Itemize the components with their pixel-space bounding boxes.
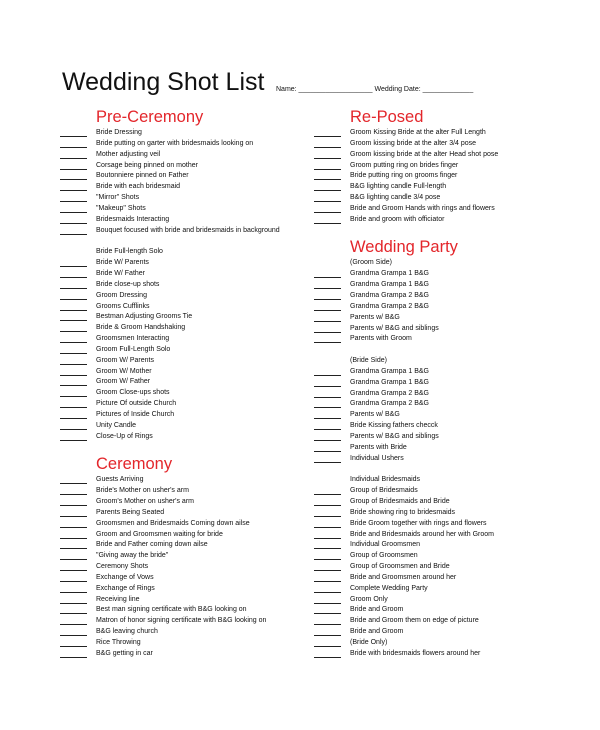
item-label: Bride and Groom Hands with rings and flowers xyxy=(350,204,495,212)
checkbox-line[interactable] xyxy=(314,592,341,593)
item-label: Parents w/ B&G xyxy=(350,411,400,419)
checklist-item xyxy=(60,421,330,432)
checklist-item xyxy=(314,302,584,313)
item-label: Bride Dressing xyxy=(96,129,142,136)
item-label: Parents w/ B&G xyxy=(350,313,400,321)
item-label: Groom Full-Length Solo xyxy=(96,345,171,353)
checkbox-line[interactable] xyxy=(60,331,87,332)
checkbox-line[interactable] xyxy=(60,657,87,658)
checklist-item xyxy=(314,291,584,302)
item-label: Complete Wedding Party xyxy=(350,584,428,592)
checklist-item xyxy=(314,389,584,400)
checkbox-line[interactable] xyxy=(314,451,341,452)
checklist-item xyxy=(60,595,330,606)
item-label: Exchange of Rings xyxy=(96,584,155,592)
checkbox-line[interactable] xyxy=(60,179,87,180)
item-label: Grooms Cufflinks xyxy=(96,302,150,310)
item-label: Bride and groom with officiator xyxy=(350,215,445,223)
checkbox-line[interactable] xyxy=(314,190,341,191)
item-label: Individual Bridesmaids xyxy=(350,476,421,484)
item-label: Bride and Bridesmaids around her with Groom xyxy=(350,530,494,538)
item-label: B&G getting in car xyxy=(96,649,153,657)
item-label: Guests Arriving xyxy=(96,476,144,484)
checklist-item xyxy=(314,443,584,454)
checklist-item xyxy=(314,421,584,432)
checklist-item xyxy=(60,280,330,291)
item-label: "Mirror" Shots xyxy=(96,194,140,202)
checkbox-line[interactable] xyxy=(314,613,341,614)
item-label: Rice Throwing xyxy=(96,638,141,646)
checkbox-line[interactable] xyxy=(314,538,341,539)
checklist-item xyxy=(314,215,584,226)
checkbox-line[interactable] xyxy=(314,624,341,625)
item-label: Bride with each bridesmaid xyxy=(96,183,181,191)
item-label: Grandma Grampa 1 B&G xyxy=(350,270,429,278)
item-label: "Giving away the bride" xyxy=(96,552,169,560)
subheading xyxy=(314,258,584,269)
checkbox-line[interactable] xyxy=(60,581,87,582)
checkbox-line[interactable] xyxy=(314,288,341,289)
item-label: Groom Only xyxy=(350,595,388,603)
item-label: Grandma Grampa 2 B&G xyxy=(350,291,429,299)
checklist-item xyxy=(314,128,584,139)
checklist-item xyxy=(60,497,330,508)
checkbox-line[interactable] xyxy=(60,592,87,593)
checkbox-line[interactable] xyxy=(60,570,87,571)
section-heading-wedding-party: Wedding Party xyxy=(350,238,458,257)
item-label: Group of Groomsmen xyxy=(350,552,418,560)
item-label: Bride and Groomsmen around her xyxy=(350,573,457,581)
checklist-item xyxy=(60,204,330,215)
checklist-item xyxy=(314,313,584,324)
checkbox-line[interactable] xyxy=(60,538,87,539)
item-label: Individual Ushers xyxy=(350,454,404,462)
checkbox-line[interactable] xyxy=(60,299,87,300)
checklist-item xyxy=(60,562,330,573)
checklist-item xyxy=(60,605,330,616)
checkbox-line[interactable] xyxy=(314,201,341,202)
checkbox-line[interactable] xyxy=(60,548,87,549)
checkbox-line[interactable] xyxy=(60,603,87,604)
item-label: Bride with bridesmaids flowers around her xyxy=(350,649,481,657)
checklist-item xyxy=(60,638,330,649)
item-label: Bride & Groom Handshaking xyxy=(96,324,186,332)
checklist-item xyxy=(60,302,330,313)
item-label: Bride putting on garter with bridesmaids looking on xyxy=(96,139,254,147)
item-label: Groomsmen Interacting xyxy=(96,335,170,343)
checklist-item xyxy=(314,432,584,443)
spacer xyxy=(314,464,584,475)
checklist-item xyxy=(314,584,584,595)
checkbox-line[interactable] xyxy=(60,169,87,170)
left-column xyxy=(60,106,330,660)
item-label: B&G lighting candle Full-length xyxy=(350,183,447,191)
item-label: Grandma Grampa 1 B&G xyxy=(350,367,429,375)
checklist-item xyxy=(60,345,330,356)
checklist-item xyxy=(314,410,584,421)
checklist-item xyxy=(60,432,330,443)
item-label: Ceremony Shots xyxy=(96,563,149,571)
checkbox-line[interactable] xyxy=(60,364,87,365)
spacer xyxy=(60,236,330,247)
checklist-item xyxy=(60,312,330,323)
item-label: Groom W/ Father xyxy=(96,378,151,386)
item-label: Groom W/ Mother xyxy=(96,367,152,375)
checkbox-line[interactable] xyxy=(314,581,341,582)
checkbox-line[interactable] xyxy=(60,396,87,397)
checkbox-line[interactable] xyxy=(314,657,341,658)
checkbox-line[interactable] xyxy=(314,516,341,517)
checklist-item xyxy=(314,399,584,410)
checklist-item xyxy=(314,508,584,519)
item-label: Close-Up of Rings xyxy=(96,432,153,440)
item-label: Parents with Bride xyxy=(350,443,407,451)
checkbox-line[interactable] xyxy=(60,320,87,321)
spacer xyxy=(314,345,584,356)
item-label: "Makeup" Shots xyxy=(96,204,146,212)
checklist-item xyxy=(314,530,584,541)
section-heading-re-posed: Re-Posed xyxy=(350,108,424,126)
checkbox-line[interactable] xyxy=(314,570,341,571)
document-title: Wedding Shot List xyxy=(62,68,265,96)
item-label: Group of Bridesmaids and Bride xyxy=(350,498,450,505)
item-label: Corsage being pinned on mother xyxy=(96,161,198,169)
section-heading-pre-ceremony: Pre-Ceremony xyxy=(96,108,204,126)
item-label: Receiving line xyxy=(96,595,140,603)
checklist-item xyxy=(60,649,330,660)
checkbox-line[interactable] xyxy=(60,136,87,137)
checkbox-line[interactable] xyxy=(314,559,341,560)
item-label: Groom Kissing Bride at the alter Full Length xyxy=(350,129,486,136)
checkbox-line[interactable] xyxy=(60,646,87,647)
checklist-item xyxy=(60,128,330,139)
checkbox-line[interactable] xyxy=(314,147,341,148)
checklist-item xyxy=(314,497,584,508)
checklist-item xyxy=(60,551,330,562)
checkbox-line[interactable] xyxy=(60,342,87,343)
checkbox-line[interactable] xyxy=(60,516,87,517)
item-label: Grandma Grampa 2 B&G xyxy=(350,302,429,310)
checklist-item xyxy=(60,161,330,172)
item-label: Grandma Grampa 1 B&G xyxy=(350,378,429,386)
checkbox-line[interactable] xyxy=(60,190,87,191)
checkbox-line[interactable] xyxy=(60,158,87,159)
checklist-item xyxy=(60,486,330,497)
checklist-item xyxy=(314,171,584,182)
checklist-item xyxy=(60,508,330,519)
checklist-item xyxy=(314,324,584,335)
checklist-item xyxy=(314,551,584,562)
item-label: (Bride Only) xyxy=(350,638,388,646)
checkbox-line[interactable] xyxy=(60,385,87,386)
checklist-item xyxy=(314,161,584,172)
checklist-item xyxy=(314,150,584,161)
checkbox-line[interactable] xyxy=(60,440,87,441)
checklist-item xyxy=(314,378,584,389)
subheading xyxy=(60,247,330,258)
checklist-item xyxy=(60,334,330,345)
checkbox-line[interactable] xyxy=(314,494,341,495)
checklist-item xyxy=(314,540,584,551)
checkbox-line[interactable] xyxy=(314,527,341,528)
item-label: Groom Dressing xyxy=(96,291,147,299)
item-label: Group of Groomsmen and Bride xyxy=(350,563,450,571)
checkbox-line[interactable] xyxy=(314,310,341,311)
item-label: Groom and Groomsmen waiting for bride xyxy=(96,530,223,538)
checkbox-line[interactable] xyxy=(60,527,87,528)
checkbox-line[interactable] xyxy=(314,169,341,170)
checklist-item xyxy=(314,367,584,378)
item-label: Bride Kissing fathers checck xyxy=(350,422,438,430)
checkbox-line[interactable] xyxy=(314,223,341,224)
item-label: Bride Full-length Solo xyxy=(96,248,163,256)
checklist-item xyxy=(60,616,330,627)
checkbox-line[interactable] xyxy=(60,494,87,495)
checklist-item xyxy=(60,377,330,388)
checklist-item xyxy=(314,573,584,584)
checklist-item xyxy=(60,627,330,638)
checklist-item xyxy=(60,215,330,226)
item-label: Boutonniere pinned on Father xyxy=(96,172,189,180)
checklist-item xyxy=(60,323,330,334)
item-label: Groom kissing bride at the alter Head shot pose xyxy=(350,150,499,158)
checkbox-line[interactable] xyxy=(60,375,87,376)
checklist-item xyxy=(314,454,584,465)
checkbox-line[interactable] xyxy=(60,635,87,636)
checklist-item xyxy=(60,475,330,486)
checklist-item xyxy=(314,616,584,627)
checklist-item xyxy=(60,584,330,595)
item-label: Bride putting ring on grooms finger xyxy=(350,172,458,180)
right-column xyxy=(314,106,584,660)
checkbox-line[interactable] xyxy=(60,288,87,289)
checkbox-line[interactable] xyxy=(60,234,87,235)
item-label: Bride Groom together with rings and flowers xyxy=(350,519,487,527)
checkbox-line[interactable] xyxy=(314,321,341,322)
item-label: Groom kissing bride at the alter 3/4 pose xyxy=(350,139,477,147)
checkbox-line[interactable] xyxy=(60,613,87,614)
checklist-item xyxy=(60,171,330,182)
checklist-item xyxy=(60,410,330,421)
checklist-item xyxy=(314,280,584,291)
checklist-item xyxy=(314,334,584,345)
checkbox-line[interactable] xyxy=(314,440,341,441)
checklist-item xyxy=(314,139,584,150)
checkbox-line[interactable] xyxy=(314,299,341,300)
checklist-item xyxy=(314,269,584,280)
spacer xyxy=(314,226,584,237)
item-label: Unity Candle xyxy=(96,421,137,429)
checkbox-line[interactable] xyxy=(314,386,341,387)
checkbox-line[interactable] xyxy=(314,332,341,333)
item-label: Parents w/ B&G and siblings xyxy=(350,432,439,440)
checklist-item xyxy=(314,519,584,530)
checkbox-line[interactable] xyxy=(60,624,87,625)
checklist-item xyxy=(60,573,330,584)
checklist-item xyxy=(60,226,330,237)
checklist-item xyxy=(314,595,584,606)
item-label: Bestman Adjusting Grooms Tie xyxy=(96,313,193,321)
checklist-item xyxy=(60,367,330,378)
checklist-item xyxy=(314,649,584,660)
item-label: Best man signing certificate with B&G looking on xyxy=(96,606,247,614)
checkbox-line[interactable] xyxy=(314,548,341,549)
item-label: Bride and Father coming down ailse xyxy=(96,541,208,549)
checkbox-line[interactable] xyxy=(314,505,341,506)
checkbox-line[interactable] xyxy=(60,559,87,560)
item-label: Groom putting ring on brides finger xyxy=(350,161,459,169)
checkbox-line[interactable] xyxy=(60,266,87,267)
checkbox-line[interactable] xyxy=(60,429,87,430)
checklist-item xyxy=(60,356,330,367)
checklist-item xyxy=(60,540,330,551)
checklist-item xyxy=(314,627,584,638)
checklist-item xyxy=(60,399,330,410)
item-label: Mother adjusting veil xyxy=(96,150,161,158)
item-label: Bridesmaids Interacting xyxy=(96,215,170,223)
item-label: Parents w/ B&G and siblings xyxy=(350,324,439,332)
checklist-item xyxy=(60,269,330,280)
checkbox-line[interactable] xyxy=(60,147,87,148)
checklist-item xyxy=(314,182,584,193)
item-label: Group of Bridesmaids xyxy=(350,487,418,495)
checkbox-line[interactable] xyxy=(314,158,341,159)
item-label: Groom W/ Parents xyxy=(96,356,154,364)
checklist-item xyxy=(60,182,330,193)
checklist-item xyxy=(314,193,584,204)
checkbox-line[interactable] xyxy=(60,310,87,311)
item-label: Pictures of Inside Church xyxy=(96,410,175,418)
item-label: B&G leaving church xyxy=(96,628,158,636)
checklist-item xyxy=(60,193,330,204)
checkbox-line[interactable] xyxy=(314,397,341,398)
item-label: Parents with Groom xyxy=(350,335,412,343)
checkbox-line[interactable] xyxy=(314,375,341,376)
item-label: Groomsmen and Bridesmaids Coming down ailse xyxy=(96,519,250,527)
item-label: Parents Being Seated xyxy=(96,508,165,516)
checkbox-line[interactable] xyxy=(60,201,87,202)
checklist-item xyxy=(60,530,330,541)
checklist-item xyxy=(314,605,584,616)
checklist-item xyxy=(60,291,330,302)
checkbox-line[interactable] xyxy=(314,635,341,636)
item-label: Bride and Groom xyxy=(350,606,404,614)
checkbox-line[interactable] xyxy=(314,342,341,343)
checklist-item xyxy=(60,388,330,399)
checkbox-line[interactable] xyxy=(314,277,341,278)
item-label: B&G lighting candle 3/4 pose xyxy=(350,194,441,202)
item-label: Bride W/ Parents xyxy=(96,259,149,267)
item-label: Bride and Groom them on edge of picture xyxy=(350,617,479,625)
checkbox-line[interactable] xyxy=(314,179,341,180)
item-label: Bride and Groom xyxy=(350,628,404,636)
item-label: Bride W/ Father xyxy=(96,269,146,277)
checkbox-line[interactable] xyxy=(314,603,341,604)
item-label: (Bride Side) xyxy=(350,357,387,365)
item-label: Bride's Mother on usher's arm xyxy=(96,487,189,495)
item-label: Exchange of Vows xyxy=(96,573,154,581)
checkbox-line[interactable] xyxy=(314,646,341,647)
item-label: Individual Groomsmen xyxy=(350,541,421,549)
checklist-item xyxy=(60,519,330,530)
spacer xyxy=(60,442,330,453)
checkbox-line[interactable] xyxy=(314,212,341,213)
checkbox-line[interactable] xyxy=(60,277,87,278)
checkbox-line[interactable] xyxy=(314,418,341,419)
checklist-item xyxy=(314,638,584,649)
checkbox-line[interactable] xyxy=(60,418,87,419)
subheading xyxy=(314,356,584,367)
section-heading-ceremony: Ceremony xyxy=(96,455,173,474)
item-label: Grandma Grampa 2 B&G xyxy=(350,389,429,397)
item-label: Grandma Grampa 2 B&G xyxy=(350,400,429,408)
subheading xyxy=(314,475,584,486)
checkbox-line[interactable] xyxy=(60,483,87,484)
checkbox-line[interactable] xyxy=(314,429,341,430)
checklist-item xyxy=(314,204,584,215)
checklist-item xyxy=(60,139,330,150)
checkbox-line[interactable] xyxy=(314,136,341,137)
checkbox-line[interactable] xyxy=(60,505,87,506)
item-label: Grandma Grampa 1 B&G xyxy=(350,281,429,289)
item-label: Matron of honor signing certificate with B&G looking on xyxy=(96,617,267,625)
checkbox-line[interactable] xyxy=(314,407,341,408)
checklist-item xyxy=(60,258,330,269)
checklist-item xyxy=(60,150,330,161)
item-label: Bride showing ring to bridesmaids xyxy=(350,508,456,516)
name-date-fields[interactable]: Name: ___________________ Wedding Date: _____________ xyxy=(276,86,474,93)
checkbox-line[interactable] xyxy=(60,353,87,354)
item-label: Bride close-up shots xyxy=(96,280,160,288)
checkbox-line[interactable] xyxy=(314,462,341,463)
item-label: (Groom Side) xyxy=(350,259,393,267)
checklist-item xyxy=(314,562,584,573)
checkbox-line[interactable] xyxy=(60,223,87,224)
item-label: Groom Close-ups shots xyxy=(96,389,170,397)
item-label: Bouquet focused with bride and bridesmaids in background xyxy=(96,226,280,234)
item-label: Groom's Mother on usher's arm xyxy=(96,498,194,505)
item-label: Picture Of outside Church xyxy=(96,400,177,408)
checkbox-line[interactable] xyxy=(60,212,87,213)
checkbox-line[interactable] xyxy=(60,407,87,408)
checklist-item xyxy=(314,486,584,497)
